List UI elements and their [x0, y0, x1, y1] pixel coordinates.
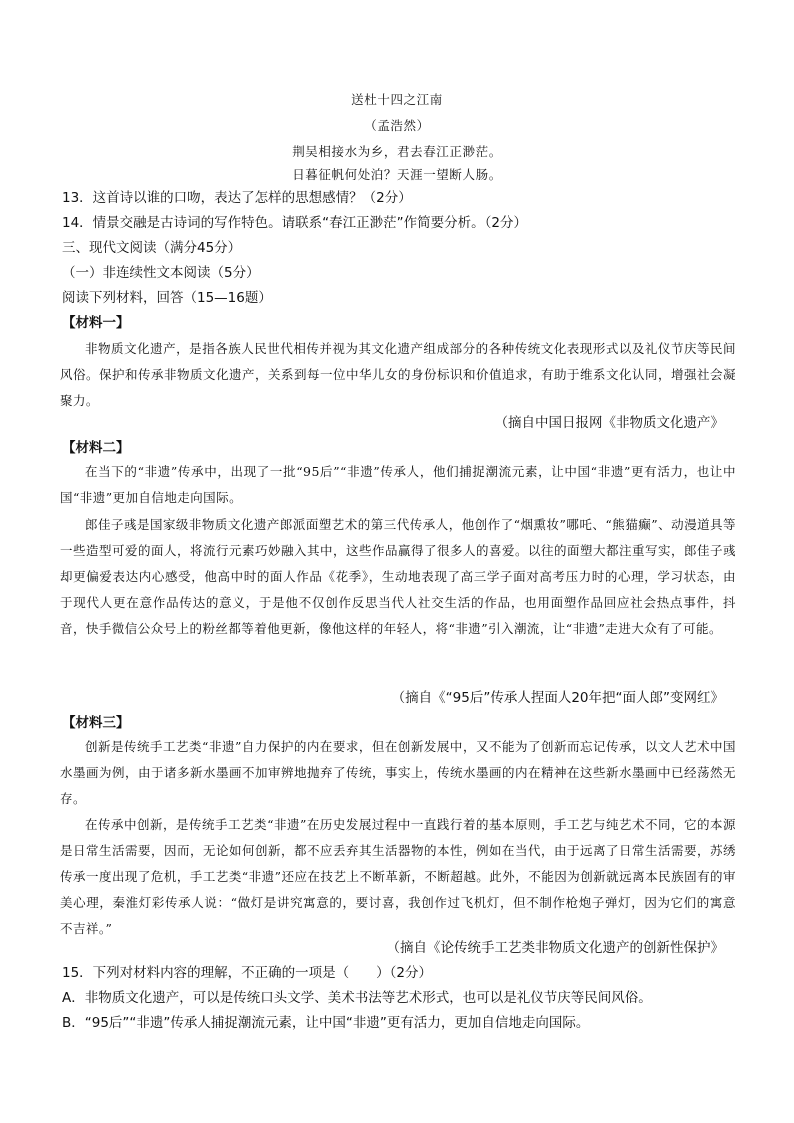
poem-line-1: 荆吴相接水为乡，君去春江正渺茫。 — [292, 144, 502, 159]
question-15-option-b: B．“95后”“非遗”传承人捕捉潮流元素，让中国“非遗”更有活力，更加自信地走向国际。 — [62, 1015, 590, 1031]
question-13: 13．这首诗以谁的口吻，表达了怎样的思想感情？（2分） — [62, 190, 412, 206]
material-3-source: （摘自《论传统手工艺类非物质文化遗产的创新性保护》 — [386, 940, 724, 956]
question-15-option-a: A．非物质文化遗产，可以是传统口头文学、美术书法等艺术形式，也可以是礼仪节庆等民间风俗。 — [62, 990, 652, 1006]
reading-instruction: 阅读下列材料，回答（15—16题） — [62, 290, 272, 306]
material-3-paragraph-2: 在传承中创新，是传统手工艺类“非遗”在历史发展过程中一直践行着的基本原则，手工艺与纯艺术不同，它的本源是日常生活需要，因而，无论如何创新，都不应丢弃其生活器物的本性，例如在当代，由于远离了日常生活需要，苏绣传承一度出现了危机，手工艺类“非遗”还应在技艺上不断革新，不断超越。此外，不能因为创新就远离本民族固有的审美心理，秦淮灯彩传承人说：“做灯是讲究寓意的，要讨喜，我创作过飞机灯，但不制作枪炮子弹灯，因为它们的寓意不吉祥。” — [60, 817, 736, 936]
material-1-text: 非物质文化遗产，是指各族人民世代相传并视为其文化遗产组成部分的各种传统文化表现形式以及礼仪节庆等民间风俗。保护和传承非物质文化遗产，关系到每一位中华儿女的身份标识和价值追求，有助于维系文化认同，增强社会凝聚力。 — [60, 341, 736, 408]
material-3-heading: 【材料三】 — [62, 715, 130, 731]
poem-line-2: 日暮征帆何处泊？天涯一望断人肠。 — [292, 167, 502, 182]
material-2-paragraph-2: 郎佳子彧是国家级非物质文化遗产郎派面塑艺术的第三代传承人，他创作了“烟熏妆”哪吒、“熊猫癫”、动漫道具等一些造型可爱的面人，将流行元素巧妙融入其中，这些作品赢得了很多人的喜爱。以往的面塑大都注重写实，郎佳子彧却更偏爱表达内心感受，他高中时的面人作品《花季》，生动地表现了高三学子面对高考压力时的心理，学习状态，由于现代人更在意作品传达的意义，于是他不仅创作反思当代人社交生活的作品，也用面塑作品回应社会热点事件，抖音，快手微信公众号上的粉丝都等着他更新，像他这样的年轻人，将“非遗”引入潮流，让“非遗”走进大众有了可能。 — [60, 517, 736, 636]
subsection-title: （一）非连续性文本阅读（5分） — [62, 265, 260, 281]
material-3-paragraph-1: 创新是传统手工艺类“非遗”自力保护的内在要求，但在创新发展中，又不能为了创新而忘记传承，以文人艺术中国水墨画为例，由于诸多新水墨画不加审辨地抛弃了传统，事实上，传统水墨画的内在精神在这些新水墨画中已经荡然无存。 — [60, 739, 736, 806]
material-2-heading: 【材料二】 — [62, 440, 130, 456]
poem-author: （孟浩然） — [364, 118, 430, 133]
material-2-source: （摘自《“95后”传承人捏面人20年把“面人郎”变网红》 — [391, 690, 724, 706]
section-title: 三、现代文阅读（满分45分） — [62, 240, 242, 256]
material-1-source: （摘自中国日报网《非物质文化遗产》 — [494, 415, 724, 431]
material-1-heading: 【材料一】 — [62, 315, 130, 331]
poem-title: 送杜十四之江南 — [351, 92, 443, 107]
question-15: 15．下列对材料内容的理解，不正确的一项是（ ）（2分） — [62, 965, 433, 981]
material-2-paragraph-1: 在当下的“非遗”传承中，出现了一批“95后”“非遗”传承人，他们捕捉潮流元素，让中国“非遗”更有活力，也让中国“非遗”更加自信地走向国际。 — [60, 464, 736, 505]
question-14: 14．情景交融是古诗词的写作特色。请联系“春江正渺茫”作简要分析。（2分） — [62, 215, 528, 231]
